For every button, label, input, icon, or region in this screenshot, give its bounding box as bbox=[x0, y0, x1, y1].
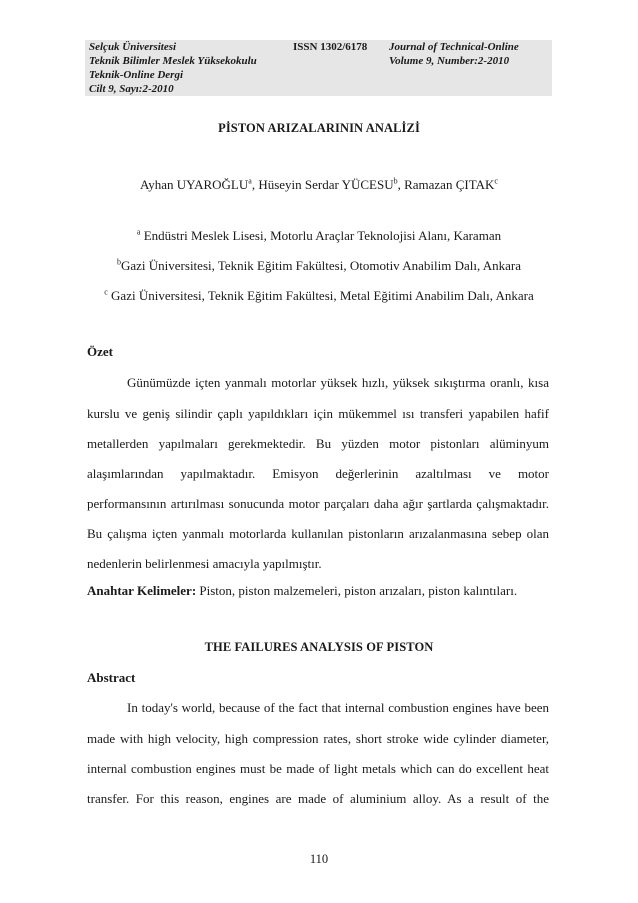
abstract-line: internal combustion engines must be made of light metals which can do excellent heat bbox=[87, 761, 549, 776]
header-right bbox=[385, 40, 552, 96]
keywords-text: Piston, piston malzemeleri, piston arızaları, piston kalıntıları. bbox=[196, 583, 518, 598]
ozet-line: metallerden yapılmaları gerekmektedir. Bu yüzden motor pistonları alüminyum bbox=[87, 436, 549, 451]
abstract-line: transfer. For this reason, engines are made of aluminium alloy. As a result of the bbox=[87, 791, 549, 806]
journal-header bbox=[85, 40, 552, 96]
header-journal-en: Journal of Technical-Online bbox=[389, 41, 519, 53]
paper-title-en: THE FAILURES ANALYSIS OF PISTON bbox=[204, 640, 434, 654]
author-name: Hüseyin Serdar YÜCESU bbox=[258, 177, 394, 192]
keywords bbox=[87, 583, 517, 599]
author-sup: b bbox=[393, 176, 398, 186]
affiliation-b bbox=[0, 258, 638, 274]
author-sup: c bbox=[494, 176, 498, 186]
affiliation-text: Gazi Üniversitesi, Teknik Eğitim Fakültesi, Otomotiv Anabilim Dalı, Ankara bbox=[121, 258, 521, 273]
header-volume-en: Volume 9, Number:2-2010 bbox=[389, 55, 510, 67]
ozet-line: Günümüzde içten yanmalı motorlar yüksek hızlı, yüksek sıkıştırma oranlı, kısa bbox=[127, 375, 549, 390]
ozet-line: performansının artırılması sonucunda motor parçaları daha ağır şartlarda çalışmaktadır. bbox=[87, 496, 549, 511]
header-left bbox=[85, 40, 289, 96]
ozet-line: Bu çalışma içten yanmalı motorlarda kullanılan pistonların arızalanmasına sebep olan bbox=[87, 526, 549, 541]
header-issn: ISSN 1302/6178 bbox=[293, 41, 368, 53]
affiliation-text: Gazi Üniversitesi, Teknik Eğitim Fakültesi, Metal Eğitimi Anabilim Dalı, Ankara bbox=[107, 288, 534, 303]
header-school: Teknik Bilimler Meslek Yüksekokulu bbox=[89, 55, 257, 67]
paper-title-tr: PİSTON ARIZALARININ ANALİZİ bbox=[218, 121, 420, 135]
affiliation-text: Endüstri Meslek Lisesi, Motorlu Araçlar Teknolojisi Alanı, Karaman bbox=[140, 228, 502, 243]
affiliation-sup: c bbox=[104, 287, 108, 297]
header-university: Selçuk Üniversitesi bbox=[89, 41, 177, 53]
page-number: 110 bbox=[309, 852, 329, 866]
author-line bbox=[0, 177, 638, 193]
header-journal-tr: Teknik-Online Dergi bbox=[89, 69, 184, 81]
author-separator: , bbox=[251, 177, 259, 192]
affiliation-sup: b bbox=[117, 257, 121, 267]
affiliation-sup: a bbox=[136, 227, 141, 237]
keywords-label: Anahtar Kelimeler: bbox=[87, 583, 197, 598]
affiliation-c bbox=[0, 288, 638, 304]
author-separator: , bbox=[397, 177, 405, 192]
affiliation-a bbox=[0, 228, 638, 244]
ozet-line: kurslu ve geniş silindir çaplı yapıldıkları için mükemmel ısı transferi yapabilen hafif bbox=[87, 406, 549, 421]
author-name: Ramazan ÇITAK bbox=[404, 177, 495, 192]
header-volume-tr: Cilt 9, Sayı:2-2010 bbox=[89, 83, 174, 95]
ozet-line: nedenlerin belirlenmesi amacıyla yapılmıştır. bbox=[87, 556, 322, 571]
ozet-line: alaşımlarından yapılmaktadır. Emisyon değerlerinin azaltılması ve motor bbox=[87, 466, 549, 481]
abstract-heading: Abstract bbox=[87, 670, 136, 685]
author-name: Ayhan UYAROĞLU bbox=[140, 177, 249, 192]
author-sup: a bbox=[248, 176, 252, 186]
abstract-line: In today's world, because of the fact that internal combustion engines have been bbox=[127, 700, 549, 715]
abstract-line: made with high velocity, high compression rates, short stroke wide cylinder diameter, bbox=[87, 731, 549, 746]
ozet-heading: Özet bbox=[87, 344, 113, 359]
